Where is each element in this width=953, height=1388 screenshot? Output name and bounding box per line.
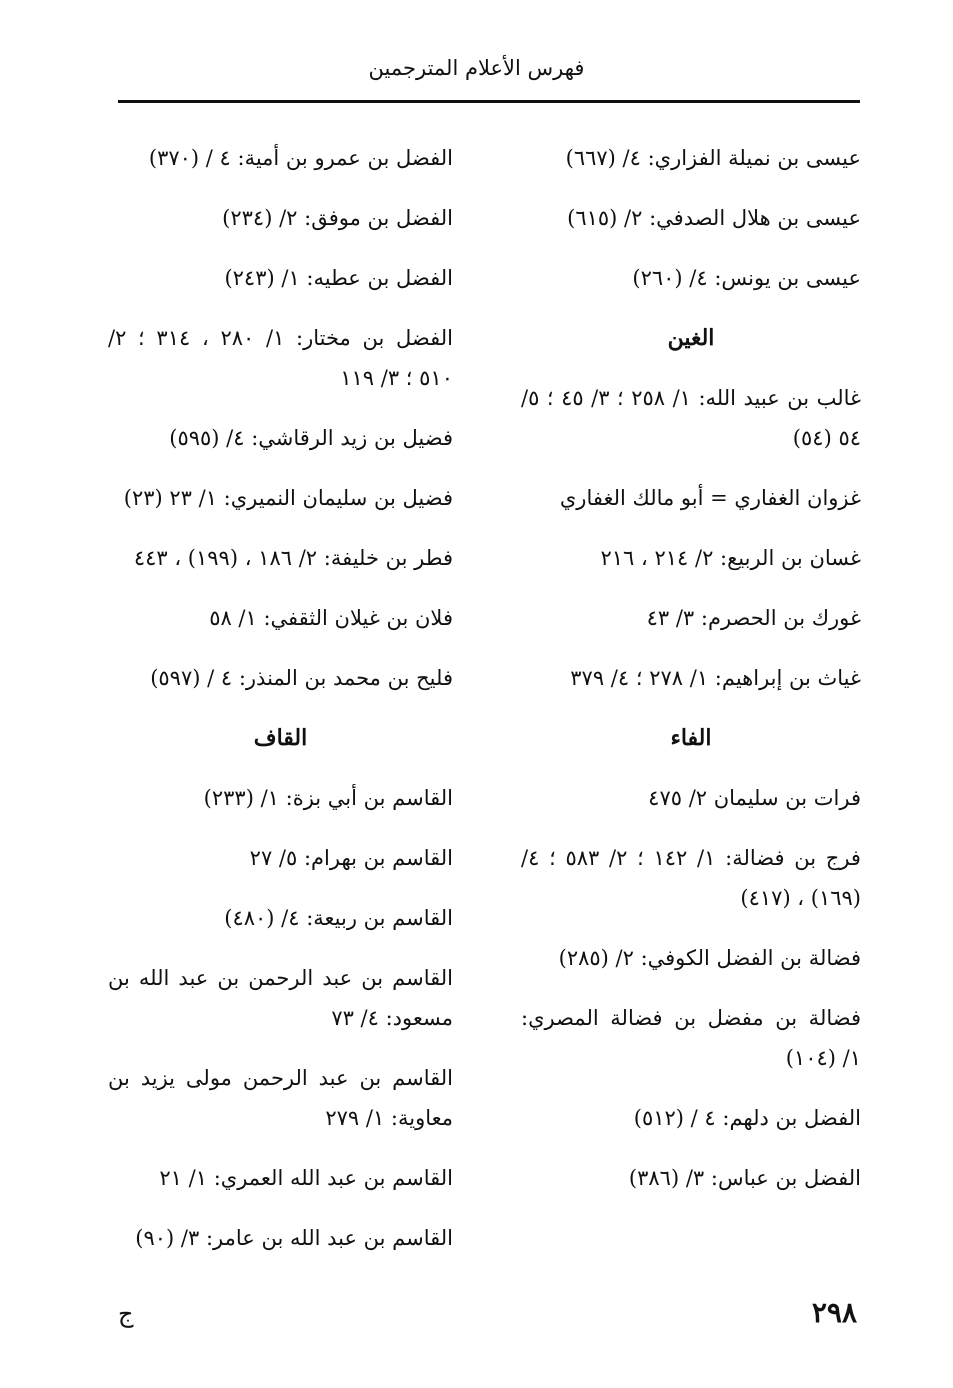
index-entry: الفضل بن دلهم: ٤ / (٥١٢) (633, 1106, 861, 1130)
index-entry: الفضل بن عباس: ٣/ (٣٨٦) (628, 1166, 861, 1190)
index-entry: عيسى بن يونس: ٤/ (٢٦٠) (632, 266, 861, 290)
index-entry: الفضل بن عمرو بن أمية: ٤ / (٣٧٠) (148, 146, 453, 170)
index-entry: الفضل بن مختار: ١/ ٢٨٠ ، ٣١٤ ؛ ٢/ ٥١٠ ؛ ٣/ ١١٩ (108, 326, 453, 390)
page-number: ٢٩٨ (811, 1296, 857, 1329)
index-entry: القاسم بن ربيعة: ٤/ (٤٨٠) (224, 906, 453, 930)
section-heading: الغين (667, 325, 715, 351)
section-heading: القاف (253, 725, 308, 751)
index-entry: غياث بن إبراهيم: ١/ ٢٧٨ ؛ ٤/ ٣٧٩ (570, 666, 861, 690)
section-heading: الفاء (670, 725, 712, 751)
index-entry: عيسى بن نميلة الفزاري: ٤/ (٦٦٧) (565, 146, 861, 170)
index-entry: فرج بن فضالة: ١/ ١٤٢ ؛ ٢/ ٥٨٣ ؛ ٤/ (١٦٩) ، (٤١٧) (521, 846, 861, 910)
index-entry: القاسم بن أبي بزة: ١/ (٢٣٣) (203, 786, 453, 810)
index-entry: فضيل بن زيد الرقاشي: ٤/ (٥٩٥) (169, 426, 453, 450)
index-column-right (521, 138, 861, 1218)
index-entry: القاسم بن عبد الله بن عامر: ٣/ (٩٠) (135, 1226, 453, 1250)
index-entry: القاسم بن عبد الرحمن مولى يزيد بن معاوية: ١/ ٢٧٩ (108, 1066, 453, 1130)
index-entry: فضيل بن سليمان النميري: ١/ ٢٣ (٢٣) (123, 486, 453, 510)
signature-mark: ج (118, 1300, 134, 1328)
index-entry: فليح بن محمد بن المنذر: ٤ / (٥٩٧) (150, 666, 453, 690)
index-entry: فطر بن خليفة: ٢/ ١٨٦ ، (١٩٩) ، ٤٤٣ (133, 546, 453, 570)
header-divider (118, 100, 860, 103)
index-entry: فضالة بن مفضل بن فضالة المصري: ١/ (١٠٤) (521, 1006, 861, 1070)
index-entry: فرات بن سليمان ٢/ ٤٧٥ (648, 786, 861, 810)
index-entry: القاسم بن بهرام: ٥/ ٢٧ (249, 846, 453, 870)
index-entry: الفضل بن موفق: ٢/ (٢٣٤) (222, 206, 453, 230)
page-header-title: فهرس الأعلام المترجمين (368, 56, 585, 80)
index-entry: القاسم بن عبد الله العمري: ١/ ٢١ (159, 1166, 453, 1190)
index-entry: فضالة بن الفضل الكوفي: ٢/ (٢٨٥) (558, 946, 861, 970)
index-entry: غزوان الغفاري = أبو مالك الغفاري (559, 486, 861, 510)
index-entry: عيسى بن هلال الصدفي: ٢/ (٦١٥) (567, 206, 861, 230)
index-entry: غالب بن عبيد الله: ١/ ٢٥٨ ؛ ٣/ ٤٥ ؛ ٥/ ٥٤ (٥٤) (521, 386, 861, 450)
index-entry: القاسم بن عبد الرحمن بن عبد الله بن مسعود: ٤/ ٧٣ (108, 966, 453, 1030)
index-column-left (108, 138, 453, 1278)
index-entry: غسان بن الربيع: ٢/ ٢١٤ ، ٢١٦ (600, 546, 861, 570)
index-entry: الفضل بن عطيه: ١/ (٢٤٣) (224, 266, 453, 290)
index-entry: غورك بن الحصرم: ٣/ ٤٣ (646, 606, 861, 630)
index-entry: فلان بن غيلان الثقفي: ١/ ٥٨ (209, 606, 453, 630)
